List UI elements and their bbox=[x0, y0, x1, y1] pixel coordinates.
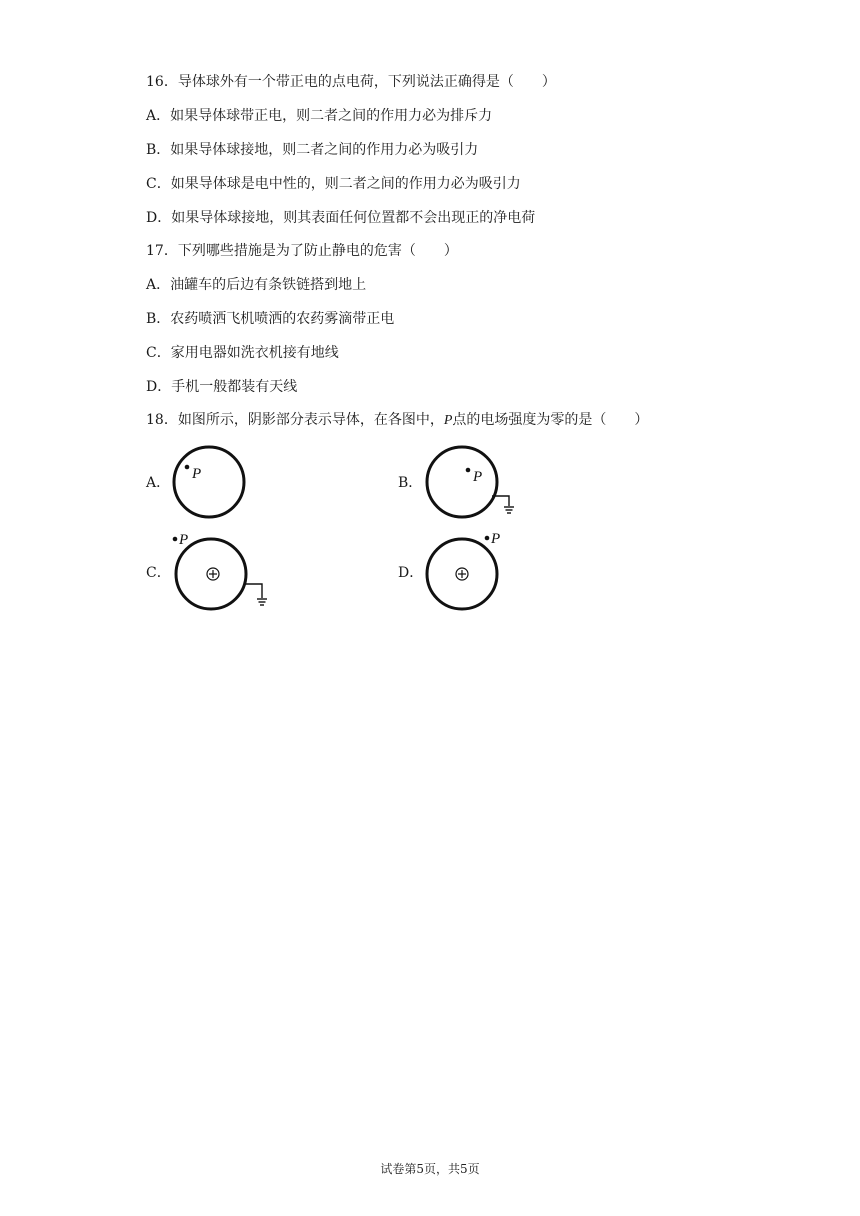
q18-figure-d bbox=[420, 528, 520, 614]
q18-stem-point: P bbox=[443, 413, 453, 428]
point-p-label: P bbox=[192, 466, 202, 482]
q17-stem: 17．下列哪些措施是为了防止静电的危害（ ） bbox=[146, 243, 458, 259]
conductor-sphere bbox=[427, 447, 497, 517]
q18-figure-b bbox=[420, 444, 530, 524]
q17-option-b: B．农药喷洒飞机喷洒的农药雾滴带正电 bbox=[146, 311, 395, 327]
q18-figure-c bbox=[166, 528, 276, 614]
q18-option-d-label: D． bbox=[398, 565, 424, 581]
q16-option-a: A．如果导体球带正电，则二者之间的作用力必为排斥力 bbox=[146, 108, 493, 124]
point-p-dot bbox=[466, 468, 471, 473]
page-footer: 试卷第5页，共5页 bbox=[380, 1162, 480, 1176]
q16-option-b: B．如果导体球接地，则二者之间的作用力必为吸引力 bbox=[146, 142, 479, 158]
point-p-label: P bbox=[473, 469, 483, 485]
point-p-label: P bbox=[491, 531, 501, 547]
point-p-dot bbox=[173, 537, 178, 542]
q17-option-c: C．家用电器如洗衣机接有地线 bbox=[146, 345, 339, 361]
q18-option-a-label: A． bbox=[146, 475, 171, 491]
q16-stem: 16．导体球外有一个带正电的点电荷，下列说法正确得是（ ） bbox=[146, 74, 556, 90]
positive-charge-icon bbox=[207, 568, 219, 580]
positive-charge-icon bbox=[456, 568, 468, 580]
q16-option-d: D．如果导体球接地，则其表面任何位置都不会出现正的净电荷 bbox=[146, 210, 536, 226]
q18-stem-post: 点的电场强度为零的是（ ） bbox=[452, 412, 649, 428]
ground-symbol-icon bbox=[492, 496, 514, 513]
conductor-sphere bbox=[174, 447, 244, 517]
q16-option-c: C．如果导体球是电中性的，则二者之间的作用力必为吸引力 bbox=[146, 176, 521, 192]
q18-stem-pre: 18．如图所示，阴影部分表示导体，在各图中， bbox=[146, 412, 444, 428]
q17-option-d: D．手机一般都装有天线 bbox=[146, 379, 298, 395]
ground-symbol-icon bbox=[245, 584, 267, 605]
q18-figure-a bbox=[166, 444, 266, 524]
q18-stem bbox=[146, 410, 648, 431]
q17-option-a: A．油罐车的后边有条铁链搭到地上 bbox=[146, 277, 367, 293]
point-p-dot bbox=[485, 536, 490, 541]
q18-option-b-label: B． bbox=[398, 475, 423, 491]
point-p-dot bbox=[185, 465, 190, 470]
point-p-label: P bbox=[179, 532, 189, 548]
q18-option-c-label: C． bbox=[146, 565, 171, 581]
